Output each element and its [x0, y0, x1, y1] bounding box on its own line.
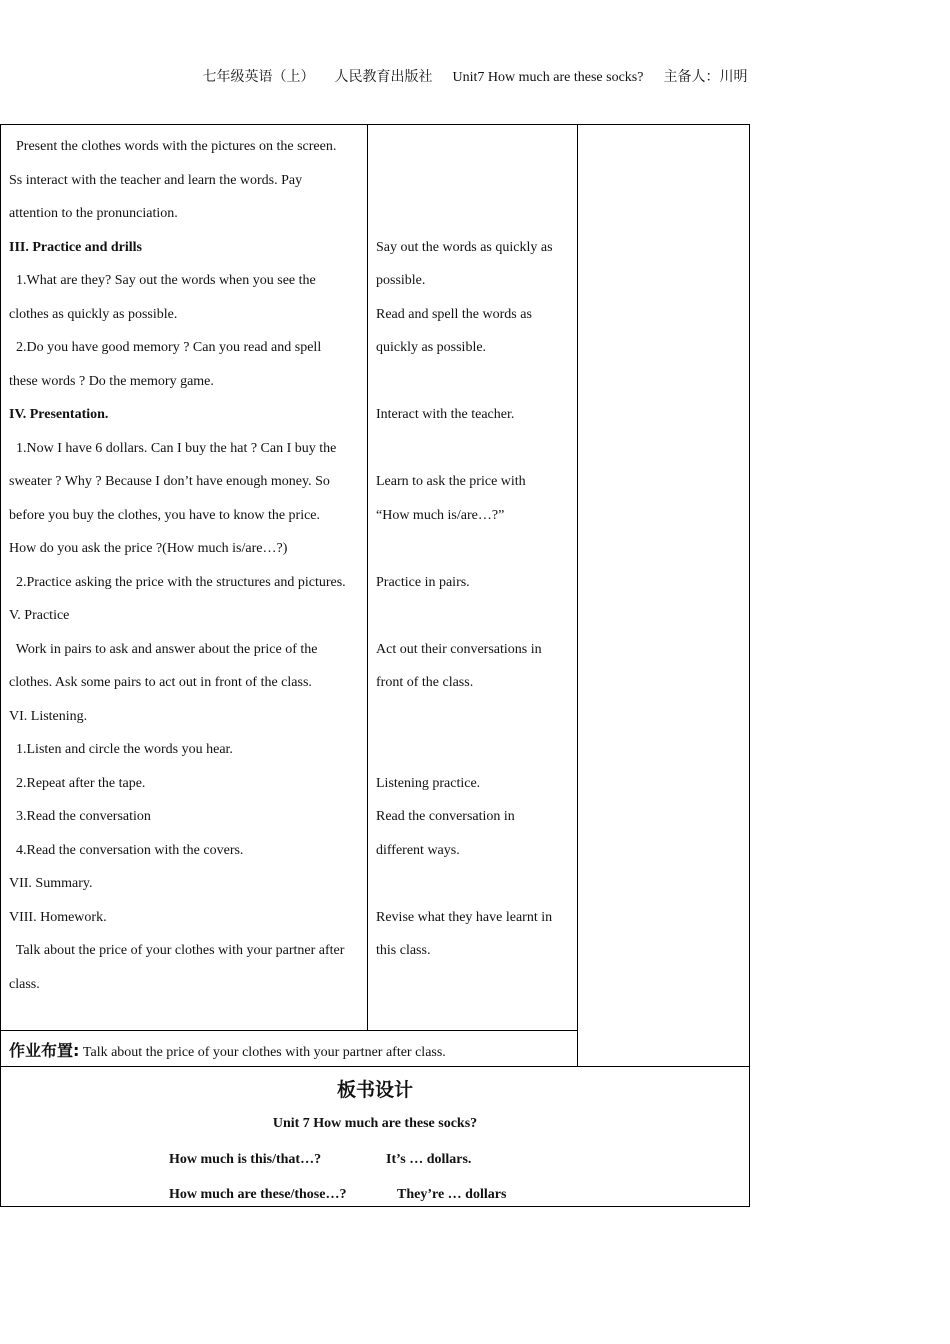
student-activity-line: Interact with the teacher. [376, 407, 515, 422]
teacher-activity-line: class. [9, 976, 40, 992]
student-activity-line: Revise what they have learnt in [376, 909, 553, 925]
student-activity-line: Learn to ask the price with [376, 474, 526, 489]
board-answer-1: It’s … dollars. [386, 1152, 472, 1167]
teacher-activity-line: VIII. Homework. [9, 909, 107, 925]
homework-text: Talk about the price of your clothes with your partner after class. [82, 1045, 446, 1060]
teacher-activity-line: 2.Practice asking the price with the structures and pictures. [9, 574, 346, 590]
teacher-activity-line: 1.What are they? Say out the words when you see the [9, 273, 316, 288]
teacher-activity-line: clothes. Ask some pairs to act out in front of the class. [9, 675, 312, 690]
student-activity-line: Practice in pairs. [376, 574, 470, 590]
board-design-title: 板书设计 [336, 1079, 413, 1101]
teacher-activity-line: 4.Read the conversation with the covers. [9, 842, 244, 858]
student-activity-line: this class. [376, 943, 431, 958]
teacher-activity-line: Talk about the price of your clothes with your partner after [9, 943, 345, 958]
teacher-activity-line: V. Practice [9, 608, 70, 623]
column-divider-2 [577, 124, 578, 1066]
teacher-activity-line: 2.Repeat after the tape. [9, 775, 146, 791]
publisher-label: 人民教育出版社 [334, 70, 433, 85]
student-activity-line: Read the conversation in [376, 809, 515, 824]
course-label: 七年级英语（上） [202, 70, 315, 85]
board-top-rule [0, 1066, 750, 1067]
student-activity-line [376, 432, 572, 466]
teacher-activities-column [9, 130, 361, 1001]
teacher-activity-line: How do you ask the price ?(How much is/are…?) [9, 541, 288, 556]
teacher-activity-line: IV. Presentation. [9, 407, 109, 422]
page-header [0, 66, 950, 86]
student-activity-line: possible. [376, 273, 426, 288]
teacher-activity-line: 2.Do you have good memory ? Can you read and spell [9, 340, 322, 355]
student-activities-column [376, 130, 572, 1001]
teacher-activity-line: before you buy the clothes, you have to know the price. [9, 507, 321, 523]
homework-top-rule [0, 1030, 578, 1031]
homework-row [9, 1038, 446, 1061]
student-activity-line: front of the class. [376, 675, 474, 690]
column-divider-1 [367, 124, 368, 1030]
teacher-activity-line: Ss interact with the teacher and learn the words. Pay [9, 172, 303, 188]
teacher-activity-line: VI. Listening. [9, 708, 88, 724]
student-activity-line: Act out their conversations in [376, 641, 542, 657]
student-activity-line [376, 733, 572, 767]
student-activity-line: Read and spell the words as [376, 306, 532, 322]
student-activity-line [376, 197, 572, 231]
unit-title: Unit7 How much are these socks? [452, 70, 644, 85]
student-activity-line [376, 968, 572, 1002]
student-activity-line: Listening practice. [376, 775, 481, 791]
board-question-2: How much are these/those…? [169, 1187, 347, 1202]
student-activity-line: Say out the words as quickly as [376, 239, 553, 255]
student-activity-line [376, 532, 572, 566]
student-activity-line: different ways. [376, 842, 460, 858]
student-activity-line [376, 130, 572, 164]
teacher-activity-line: 1.Now I have 6 dollars. Can I buy the hat ? Can I buy the [9, 440, 337, 456]
teacher-activity-line: VII. Summary. [9, 876, 93, 891]
teacher-activity-line: clothes as quickly as possible. [9, 306, 178, 322]
preparer-label: 主备人：川明 [663, 70, 748, 85]
teacher-activity-line: III. Practice and drills [9, 239, 142, 255]
student-activity-line [376, 700, 572, 734]
teacher-activity-line: Present the clothes words with the pictures on the screen. [9, 139, 337, 154]
student-activity-line: quickly as possible. [376, 340, 487, 355]
teacher-activity-line: 3.Read the conversation [9, 809, 151, 824]
student-activity-line: “How much is/are…?” [376, 507, 505, 523]
student-activity-line [376, 365, 572, 399]
teacher-activity-line: sweater ? Why ? Because I don’t have enough money. So [9, 474, 330, 489]
teacher-activity-line: these words ? Do the memory game. [9, 373, 214, 389]
board-unit-title: Unit 7 How much are these socks? [272, 1116, 478, 1131]
student-activity-line [376, 867, 572, 901]
teacher-activity-line: attention to the pronunciation. [9, 206, 178, 221]
teacher-activity-line: 1.Listen and circle the words you hear. [9, 742, 233, 757]
teacher-activity-line: Work in pairs to ask and answer about the price of the [9, 641, 318, 657]
student-activity-line [376, 599, 572, 633]
homework-label: 作业布置: [9, 1041, 80, 1060]
board-question-1: How much is this/that…? [169, 1152, 322, 1167]
student-activity-line [376, 164, 572, 198]
board-answer-2: They’re … dollars [397, 1187, 507, 1202]
